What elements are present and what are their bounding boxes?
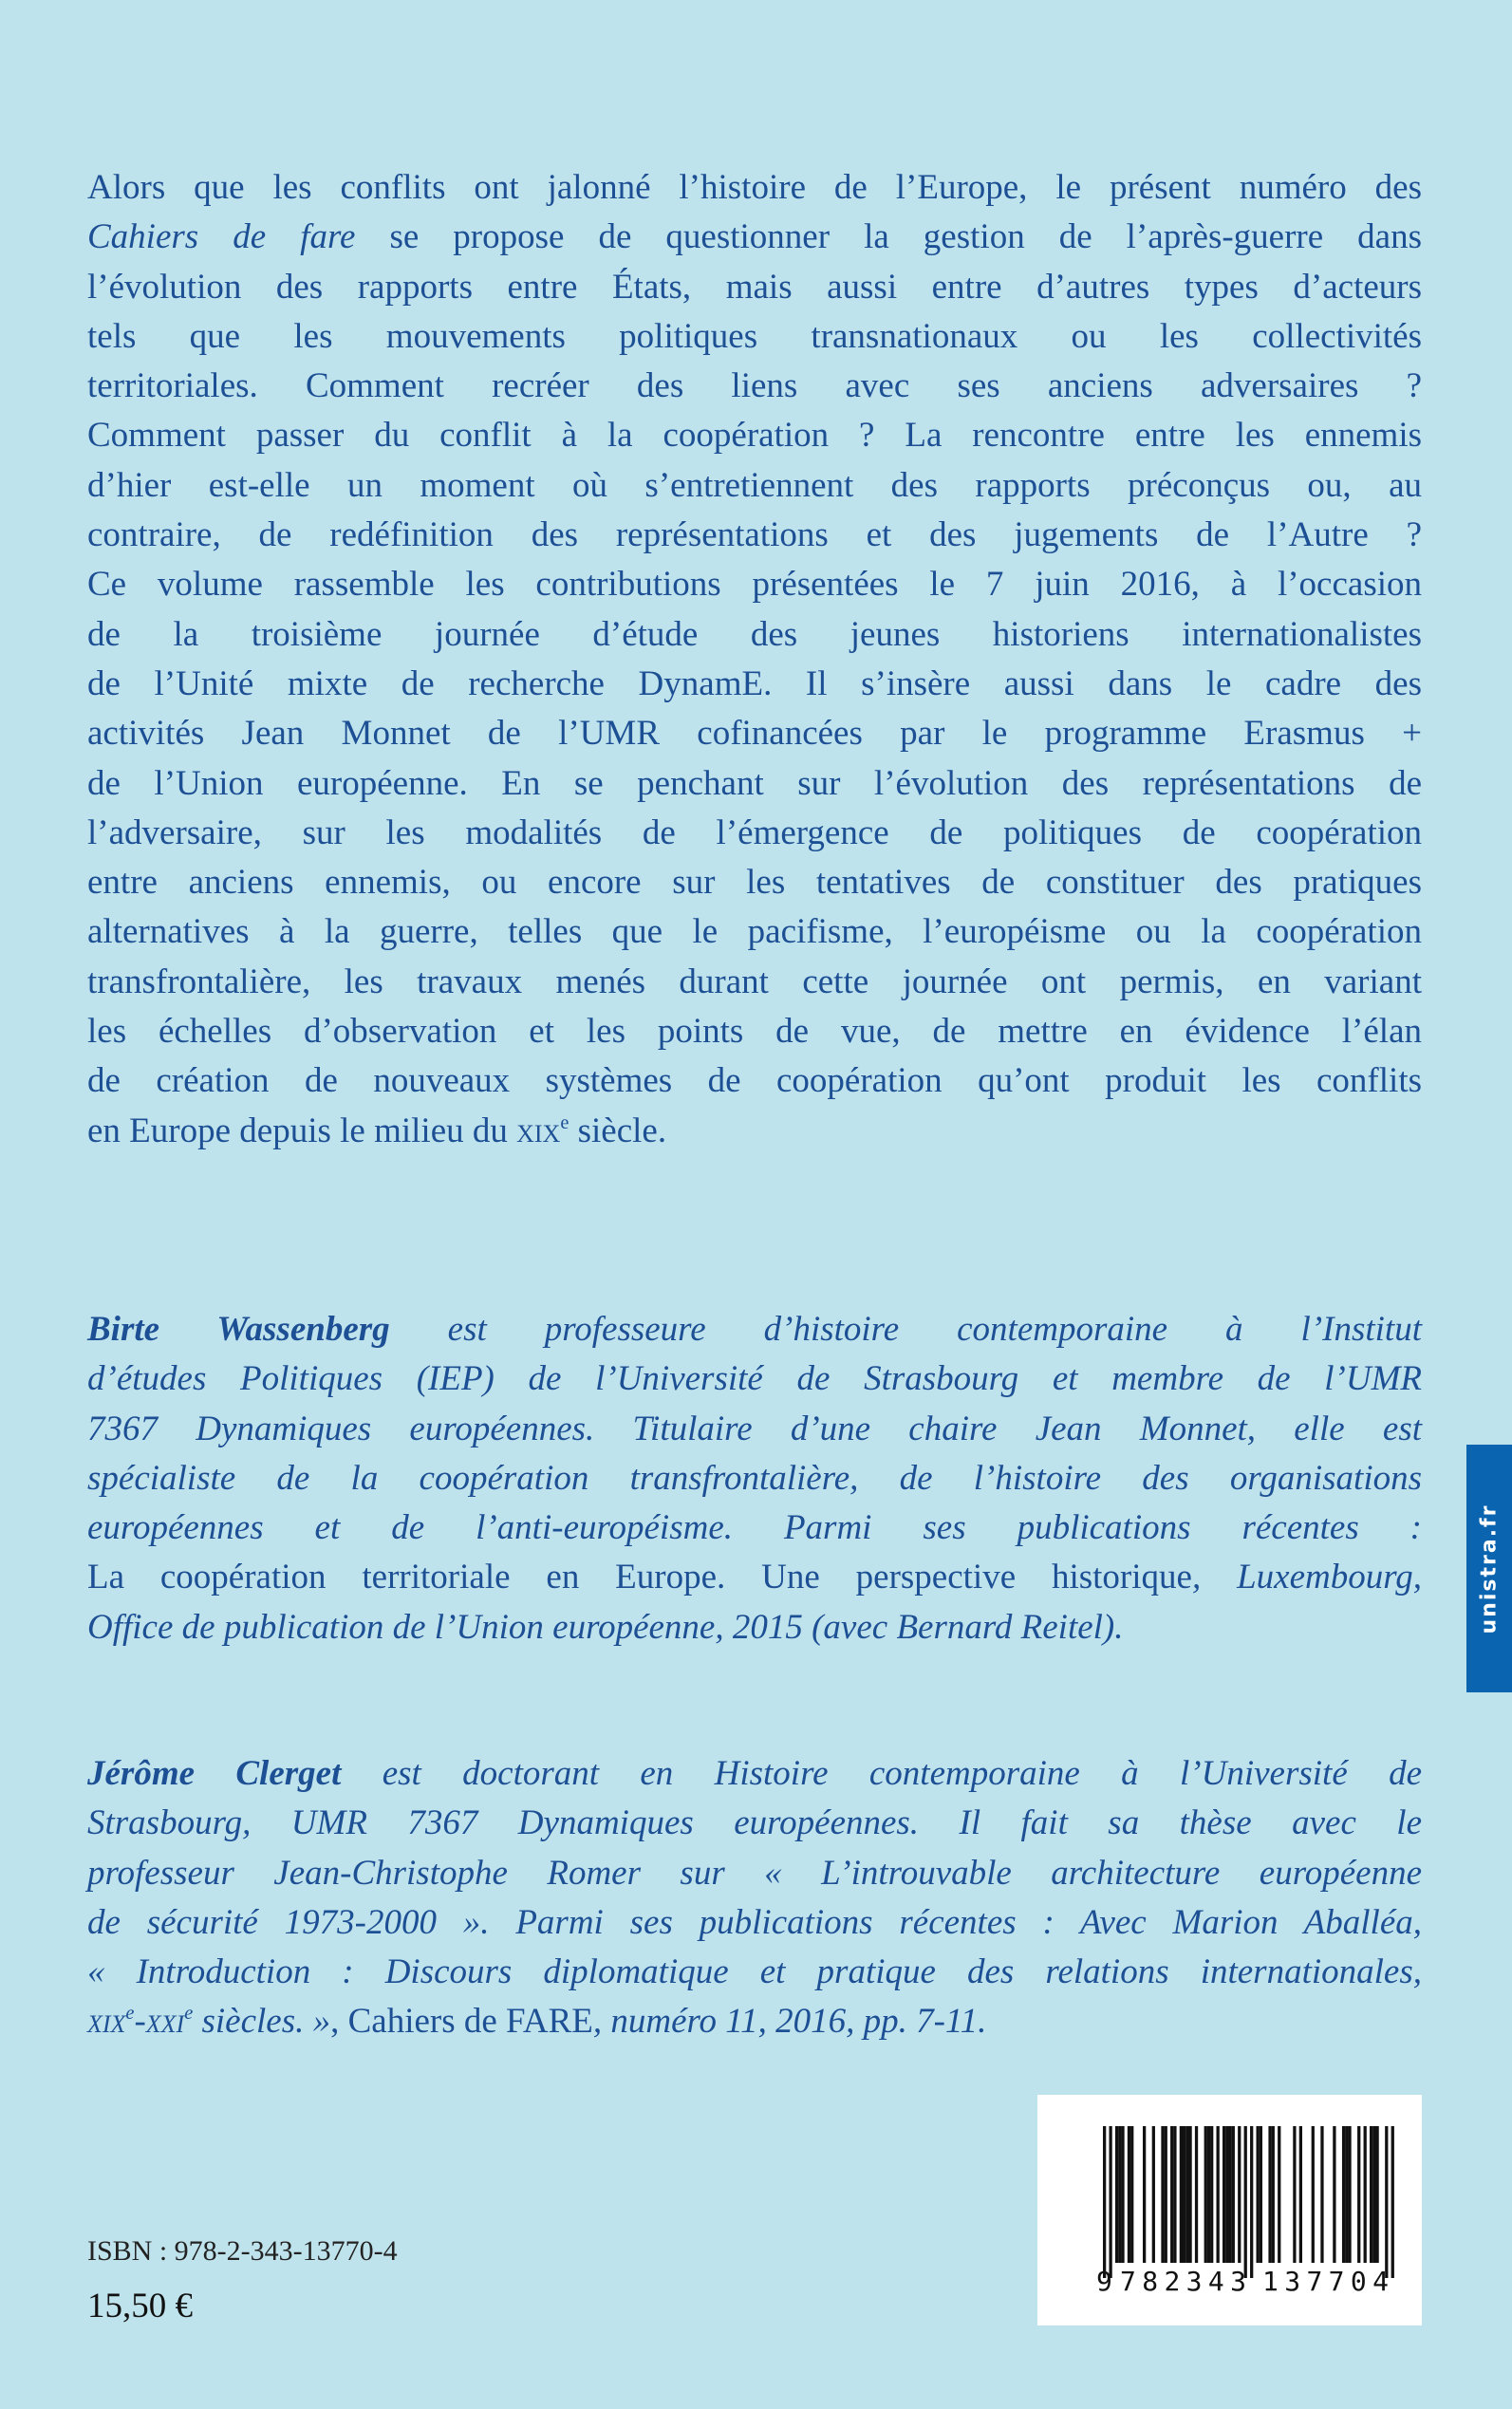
barcode-bar bbox=[1128, 2126, 1130, 2263]
barcode-bar bbox=[1170, 2126, 1173, 2263]
text-segment: est doctorant en Histoire contemporaine à l’Université de bbox=[341, 1754, 1423, 1793]
text-line bbox=[87, 1749, 1422, 1799]
text-segment: de sécurité 1973-2000 ». Parmi ses publications récentes : Avec Marion Aballéa, bbox=[87, 1902, 1422, 1942]
text-segment: Cahiers de fare bbox=[87, 217, 356, 257]
unistra-label: unistra.fr bbox=[1477, 1503, 1502, 1634]
text-segment: en Europe depuis le milieu du bbox=[87, 1111, 517, 1150]
barcode-bar bbox=[1272, 2126, 1275, 2263]
text-line bbox=[87, 709, 1422, 758]
text-line bbox=[87, 1849, 1422, 1898]
text-segment: activités Jean Monnet de l’UMR cofinancées par le programme Erasmus + bbox=[87, 714, 1422, 754]
text-line bbox=[87, 809, 1422, 858]
text-segment: l’évolution des rapports entre États, mais aussi entre d’autres types d’acteurs bbox=[87, 267, 1422, 307]
barcode-bar bbox=[1345, 2126, 1348, 2263]
barcode-digits-left: 782343 bbox=[1120, 2266, 1246, 2297]
isbn-text: ISBN : 978-2-343-13770-4 bbox=[87, 2235, 398, 2267]
text-line bbox=[87, 858, 1422, 907]
text-line bbox=[87, 610, 1422, 660]
text-segment: d’hier est-elle un moment où s’entretiennent des rapports préconçus ou, au bbox=[87, 465, 1422, 505]
text-segment: professeur Jean-Christophe Romer sur « L’introuvable architecture européenne bbox=[87, 1853, 1422, 1893]
author-bio-wassenberg bbox=[87, 1305, 1422, 1653]
barcode-bar bbox=[1204, 2126, 1207, 2263]
barcode-bar bbox=[1342, 2126, 1345, 2263]
text-segment: est professeure d’histoire contemporaine à l’Institut bbox=[389, 1310, 1422, 1349]
barcode-bar bbox=[1364, 2126, 1367, 2263]
text-segment: se propose de questionner la gestion de l’après-guerre dans bbox=[355, 217, 1422, 257]
text-segment: e bbox=[560, 1111, 569, 1133]
barcode-bar bbox=[1130, 2126, 1133, 2263]
barcode-bar bbox=[1372, 2126, 1375, 2263]
barcode-bar bbox=[1370, 2126, 1372, 2263]
barcode-bar bbox=[1103, 2126, 1106, 2278]
text-segment: de l’Unité mixte de recherche DynamE. Il s’insère aussi dans le cadre des bbox=[87, 663, 1422, 703]
text-segment: Comment passer du conflit à la coopération ? La rencontre entre les ennemis bbox=[87, 416, 1422, 456]
barcode-bar bbox=[1299, 2126, 1302, 2263]
text-segment: l’adversaire, sur les modalités de l’émergence de politiques de coopération bbox=[87, 812, 1422, 852]
barcode-bar bbox=[1152, 2126, 1155, 2263]
text-line bbox=[87, 1454, 1422, 1503]
text-line bbox=[87, 1305, 1422, 1354]
text-line bbox=[87, 213, 1422, 262]
text-line bbox=[87, 263, 1422, 312]
text-segment: siècle. bbox=[569, 1111, 667, 1150]
text-line bbox=[87, 411, 1422, 460]
text-segment: territoriales. Comment recréer des liens avec ses anciens adversaires ? bbox=[87, 366, 1422, 406]
text-line bbox=[87, 958, 1422, 1007]
text-segment: transfrontalière, les travaux menés durant cette journée ont permis, en variant bbox=[87, 962, 1422, 1001]
text-segment: xxi bbox=[145, 2002, 185, 2042]
text-line bbox=[87, 1948, 1422, 1997]
barcode-bar bbox=[1333, 2126, 1335, 2263]
text-segment: de la troisième journée d’étude des jeunes historiens internationalistes bbox=[87, 614, 1422, 654]
text-segment: e bbox=[125, 2003, 135, 2025]
barcode-bar bbox=[1121, 2126, 1124, 2263]
barcode-bar bbox=[1210, 2126, 1213, 2263]
barcode-bar bbox=[1207, 2126, 1210, 2263]
text-segment: xix bbox=[87, 2002, 126, 2042]
text-segment: tels que les mouvements politiques transnationaux ou les collectivités bbox=[87, 316, 1422, 356]
text-line bbox=[87, 560, 1422, 609]
text-segment: 7367 Dynamiques européennes. Titulaire d’une chaire Jean Monnet, elle est bbox=[87, 1409, 1422, 1448]
text-segment: siècles. » bbox=[193, 2002, 331, 2042]
barcode-bar bbox=[1228, 2126, 1231, 2263]
text-segment: , Luxembourg, bbox=[1191, 1558, 1423, 1597]
barcode-digit-first: 9 bbox=[1096, 2266, 1112, 2297]
text-line bbox=[87, 312, 1422, 362]
barcode-bar bbox=[1109, 2126, 1111, 2278]
barcode-graphic bbox=[1037, 2095, 1422, 2325]
text-segment: Office de publication de l’Union européenne, 2015 (avec Bernard Reitel). bbox=[87, 1607, 1124, 1647]
text-segment: xix bbox=[516, 1111, 561, 1150]
text-segment: - bbox=[134, 2002, 146, 2042]
barcode-bar bbox=[1293, 2126, 1296, 2263]
text-segment: les échelles d’observation et les points de vue, de mettre en évidence l’élan bbox=[87, 1012, 1422, 1052]
author-name: Jérôme Clerget bbox=[87, 1754, 342, 1793]
barcode-bar bbox=[1217, 2126, 1220, 2263]
barcode-bar bbox=[1375, 2126, 1378, 2263]
text-segment: entre anciens ennemis, ou encore sur les tentatives de constituer des pratiques bbox=[87, 863, 1422, 903]
barcode-bar bbox=[1180, 2126, 1183, 2263]
text-line bbox=[87, 1354, 1422, 1404]
barcode-bar bbox=[1357, 2126, 1360, 2263]
text-segment: de l’Union européenne. En se penchant sur l’évolution des représentations de bbox=[87, 763, 1422, 803]
barcode-bar bbox=[1185, 2126, 1188, 2263]
price-text: 15,50 € bbox=[87, 2287, 193, 2325]
text-segment: , Cahiers de FARE bbox=[330, 2002, 593, 2042]
text-segment: alternatives à la guerre, telles que le pacifisme, l’européisme ou la coopération bbox=[87, 912, 1422, 952]
text-segment: , numéro 11, 2016, pp. 7-11. bbox=[592, 2002, 987, 2042]
barcode-bar bbox=[1195, 2126, 1198, 2263]
text-line bbox=[87, 1007, 1422, 1056]
text-line bbox=[87, 907, 1422, 957]
text-segment: Ce volume rassemble les contributions présentées le 7 juin 2016, à l’occasion bbox=[87, 565, 1422, 605]
text-line bbox=[87, 1603, 1422, 1653]
barcode-bar bbox=[1244, 2126, 1247, 2278]
text-line bbox=[87, 461, 1422, 511]
text-line bbox=[87, 511, 1422, 560]
barcode-bar bbox=[1268, 2126, 1271, 2263]
text-segment: Alors que les conflits ont jalonné l’histoire de l’Europe, le présent numéro des bbox=[87, 168, 1422, 207]
barcode-digits-right: 137704 bbox=[1262, 2266, 1389, 2297]
barcode-bar bbox=[1260, 2126, 1262, 2263]
barcode-bar bbox=[1312, 2126, 1315, 2263]
barcode-bar bbox=[1238, 2126, 1241, 2263]
text-line bbox=[87, 1799, 1422, 1848]
barcode-bar bbox=[1188, 2126, 1191, 2263]
text-segment: La coopération territoriale en Europe. Une perspective historique bbox=[87, 1558, 1192, 1597]
text-line bbox=[87, 1997, 1422, 2046]
barcode-bar bbox=[1232, 2126, 1235, 2263]
barcode bbox=[1037, 2095, 1422, 2325]
text-line bbox=[87, 759, 1422, 809]
barcode-bar bbox=[1115, 2126, 1118, 2263]
author-bio-clerget bbox=[87, 1749, 1422, 2047]
author-name: Birte Wassenberg bbox=[87, 1310, 390, 1349]
text-line bbox=[87, 1898, 1422, 1948]
text-segment: contraire, de redéfinition des représentations et des jugements de l’Autre ? bbox=[87, 515, 1422, 555]
barcode-bar bbox=[1183, 2126, 1185, 2263]
text-line bbox=[87, 163, 1422, 213]
barcode-bar bbox=[1257, 2126, 1260, 2263]
text-segment: « Introduction : Discours diplomatique et pratique des relations internationales, bbox=[87, 1952, 1422, 1992]
barcode-bar bbox=[1250, 2126, 1253, 2278]
barcode-bar bbox=[1173, 2126, 1176, 2263]
barcode-bar bbox=[1225, 2126, 1228, 2263]
text-line bbox=[87, 1553, 1422, 1602]
unistra-side-tab bbox=[1466, 1445, 1512, 1692]
text-segment: d’études Politiques (IEP) de l’Université de Strasbourg et membre de l’UMR bbox=[87, 1359, 1422, 1399]
text-segment: e bbox=[184, 2003, 194, 2025]
barcode-bar bbox=[1223, 2126, 1225, 2263]
text-segment: spécialiste de la coopération transfrontalière, de l’histoire des organisations bbox=[87, 1458, 1422, 1498]
barcode-bar bbox=[1391, 2126, 1394, 2278]
barcode-bar bbox=[1143, 2126, 1146, 2263]
text-line bbox=[87, 1056, 1422, 1106]
text-line bbox=[87, 1405, 1422, 1454]
barcode-bar bbox=[1161, 2126, 1164, 2263]
text-line bbox=[87, 362, 1422, 411]
summary-paragraph bbox=[87, 163, 1422, 1156]
text-line bbox=[87, 1503, 1422, 1553]
text-segment: européennes et de l’anti-européisme. Parmi ses publications récentes : bbox=[87, 1508, 1422, 1548]
barcode-bar bbox=[1278, 2126, 1280, 2263]
text-line bbox=[87, 1107, 1422, 1156]
barcode-bar bbox=[1348, 2126, 1351, 2263]
text-segment: de création de nouveaux systèmes de coopération qu’ont produit les conflits bbox=[87, 1061, 1422, 1101]
text-segment: Strasbourg, UMR 7367 Dynamiques européennes. Il fait sa thèse avec le bbox=[87, 1803, 1422, 1843]
barcode-bar bbox=[1385, 2126, 1388, 2278]
barcode-bar bbox=[1320, 2126, 1323, 2263]
text-line bbox=[87, 660, 1422, 709]
barcode-bar bbox=[1118, 2126, 1121, 2263]
barcode-bar bbox=[1165, 2126, 1167, 2263]
